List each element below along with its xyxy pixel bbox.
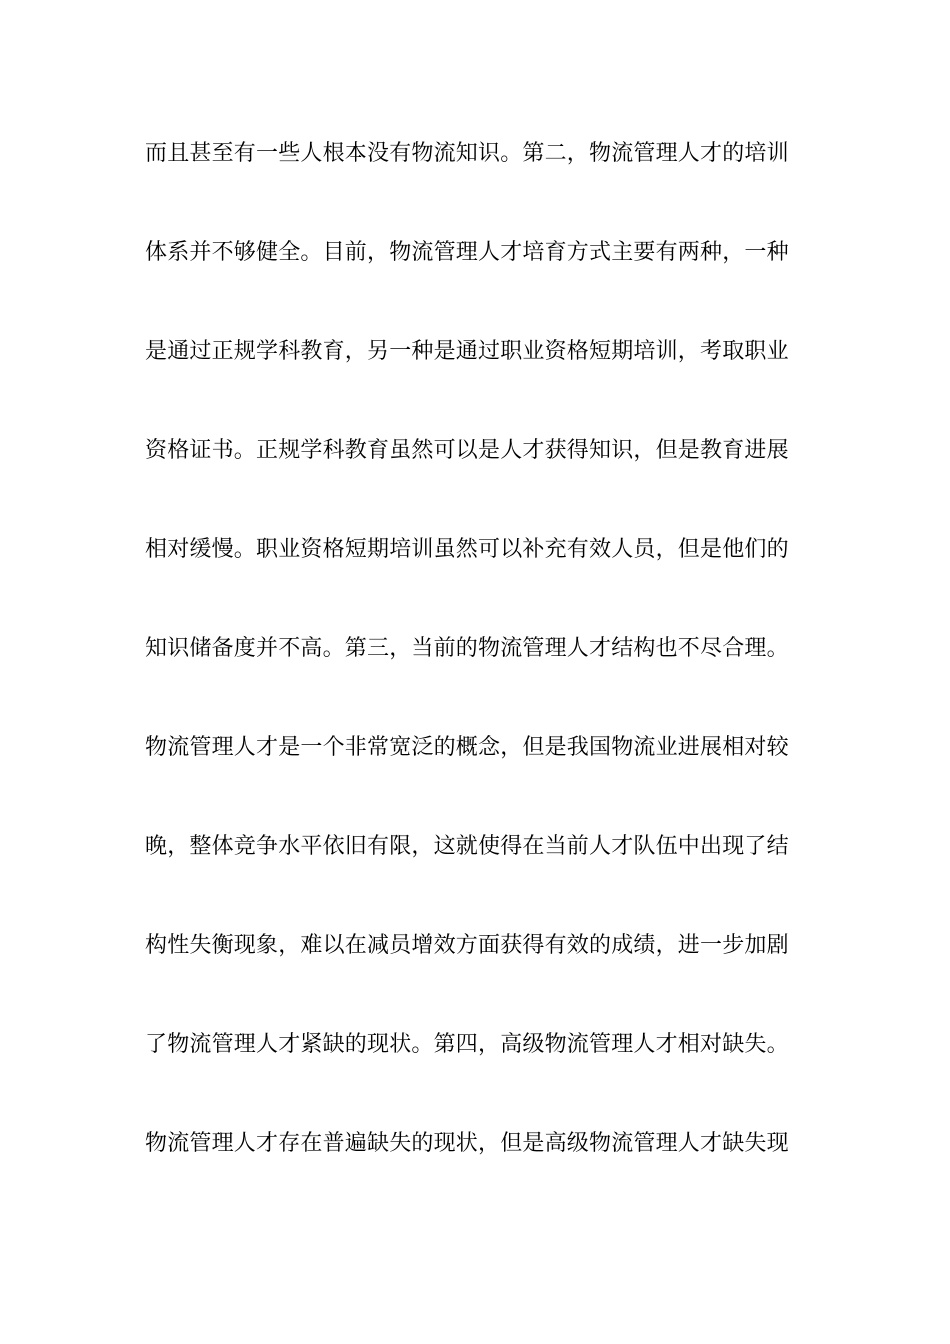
text-line-8: 晚，整体竞争水平依旧有限，这就使得在当前人才队伍中出现了结: [145, 834, 789, 859]
text-line-7: 物流管理人才是一个非常宽泛的概念，但是我国物流业进展相对较: [145, 735, 789, 760]
text-line-5: 相对缓慢。职业资格短期培训虽然可以补充有效人员，但是他们的: [145, 537, 789, 562]
text-line-9: 构性失衡现象，难以在减员增效方面获得有效的成绩，进一步加剧: [145, 933, 789, 958]
text-line-11: 物流管理人才存在普遍缺失的现状，但是高级物流管理人才缺失现: [145, 1131, 789, 1156]
text-line-2: 体系并不够健全。目前，物流管理人才培育方式主要有两种，一种: [145, 240, 789, 265]
text-line-6: 知识储备度并不高。第三，当前的物流管理人才结构也不尽合理。: [145, 636, 789, 661]
text-line-1: 而且甚至有一些人根本没有物流知识。第二，物流管理人才的培训: [145, 141, 789, 166]
text-line-10: 了物流管理人才紧缺的现状。第四，高级物流管理人才相对缺失。: [145, 1032, 789, 1057]
text-line-3: 是通过正规学科教育，另一种是通过职业资格短期培训，考取职业: [145, 339, 789, 364]
body-text: [145, 132, 810, 1221]
text-line-4: 资格证书。正规学科教育虽然可以是人才获得知识，但是教育进展: [145, 438, 789, 463]
